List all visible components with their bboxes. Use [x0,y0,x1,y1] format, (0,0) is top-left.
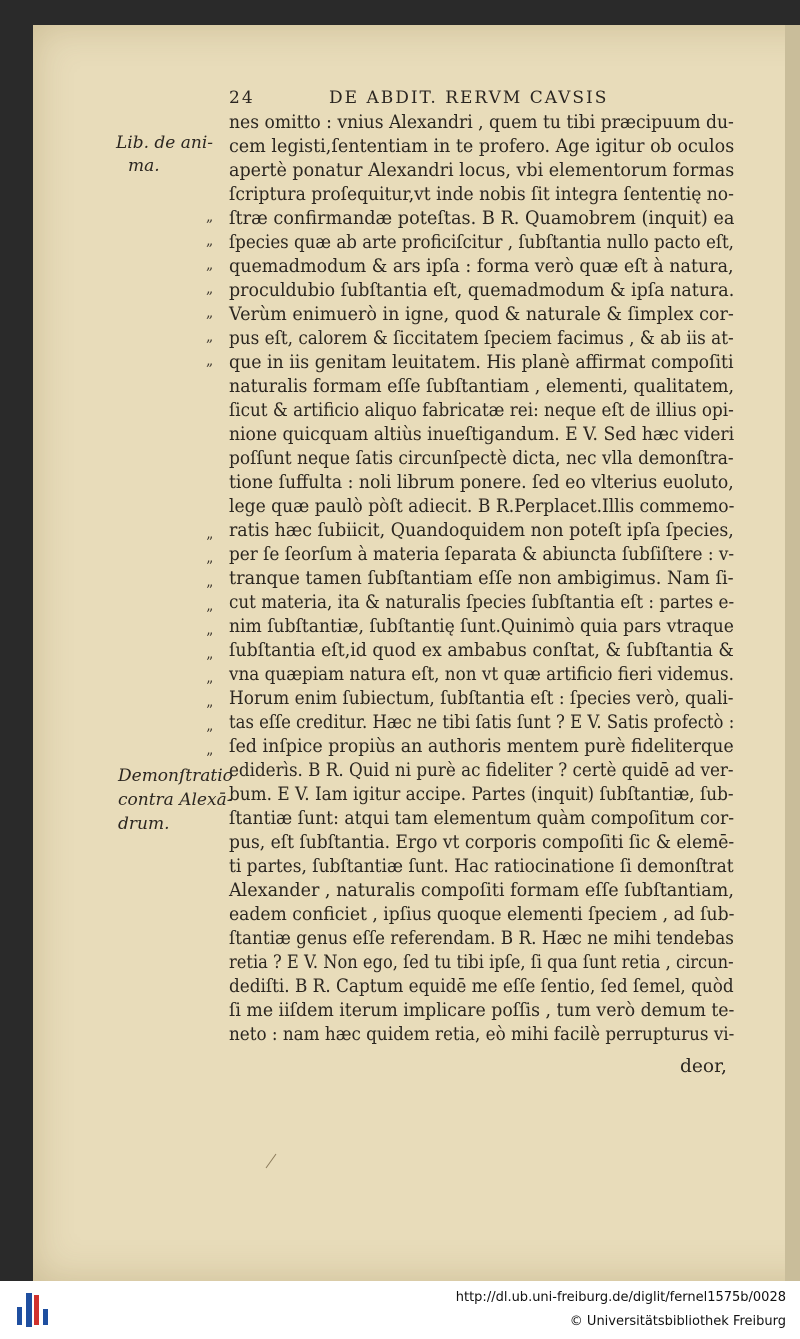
text-line: Verùm enimuerò in igne, quod & naturale & ſimplex cor- [229,304,734,325]
text-line: dediſti. B R. Captum equidē me eſſe ſentio, ſed ſemel, quòd [229,976,734,997]
page-edge [785,25,800,1281]
quote-mark: ” [206,655,214,671]
text-line: Horum enim ſubiectum, ſubſtantia eſt : ſpecies verò, quali- [229,688,734,709]
text-line: que in iis genitam leuitatem. His planè affirmat compoſiti [229,352,734,373]
text-line: ſpecies quæ ab arte proficiſcitur , ſubſtantia nullo pacto eſt, [229,232,734,253]
text-line: per ſe ſeorſum à materia ſeparata & abiuncta ſubſiſtere : v- [229,544,735,565]
margin-note-line: ma. [128,156,160,176]
text-line: lege quæ paulò pòſt adiecit. B R.Perplacet.Illis commemo- [229,496,735,517]
text-line: bum. E V. Iam igitur accipe. Partes (inquit) ſubſtantiæ, ſub- [229,784,734,805]
text-line: ſi me iiſdem iterum implicare poſſis , tum verò demum te- [229,1000,735,1021]
text-line: ſcriptura proſequitur,vt inde nobis ſit integra ſententię no- [229,184,734,205]
text-line: cem legisti,ſententiam in te profero. Age igitur ob oculos [229,136,735,157]
margin-note-line: Demonſtratio [118,766,233,786]
quote-mark: „ [206,329,214,345]
margin-note-line: contra Alexā- [118,790,233,810]
text-line: ſed inſpice propiùs an authoris mentem purè fideliterque [229,736,734,757]
quote-mark: ” [206,679,214,695]
margin-note-line: Lib. de ani- [116,133,214,153]
viewer-footer [0,1281,800,1339]
text-line: tas eſſe creditur. Hæc ne tibi ſatis ſunt ? E V. Satis profectò : [229,712,735,733]
page-number: 24 [229,88,255,108]
text-line: apertè ponatur Alexandri locus, vbi elementorum formas [229,160,735,181]
quote-mark: „ [206,257,214,273]
pencil-mark [264,1152,278,1170]
text-line: poſſunt neque ſatis circunſpectè dicta, nec vlla demonſtra- [229,448,734,469]
quote-mark: ” [206,703,214,719]
text-line: proculdubio ſubſtantia eſt, quemadmodum & ipſa natura. [229,280,735,301]
quote-mark: ” [206,751,214,767]
text-line: ediderìs. B R. Quid ni purè ac fideliter ? certè quidē ad ver- [229,760,734,781]
text-line: ſtantiæ genus eſſe referendam. B R. Hæc ne mihi tendebas [229,928,734,949]
quote-mark: ” [206,631,214,647]
library-logo-icon[interactable] [14,1289,54,1331]
text-line: naturalis formam eſſe ſubſtantiam , elementi, qualitatem, [229,376,735,397]
text-line: retia ? E V. Non ego, ſed tu tibi ipſe, ſi qua ſunt retia , circun- [229,952,734,973]
text-line: ſtræ confirmandæ poteſtas. B R. Quamobrem (inquit) ea [229,208,735,229]
margin-note-line: drum. [118,814,170,834]
permalink-url[interactable]: http://dl.ub.uni-freiburg.de/diglit/fernel1575b/0028 [455,1290,786,1305]
text-line: neto : nam hæc quidem retia, eò mihi facilè perrupturus vi- [229,1024,735,1045]
copyright-notice: © Universitätsbibliothek Freiburg [569,1314,786,1329]
running-header [229,88,649,110]
text-line: cut materia, ita & naturalis ſpecies ſubſtantia eſt : partes e- [229,592,735,613]
quote-mark: „ [206,233,214,249]
running-title: DE ABDIT. RERVM CAVSIS [329,88,609,108]
text-line: ti partes, ſubſtantiæ ſunt. Hac ratiocinatione ſi demonſtrat [229,856,734,877]
text-line: nes omitto : vnius Alexandri , quem tu tibi præcipuum du- [229,112,734,133]
text-line: ſtantiæ ſunt: atqui tam elementum quàm compoſitum cor- [229,808,735,829]
text-line: nim ſubſtantiæ, ſubſtantię ſunt.Quinimò quia pars vtraque [229,616,734,637]
text-line: pus, eſt ſubſtantia. Ergo vt corporis compoſiti ſic & elemē- [229,832,735,853]
quote-mark: „ [206,281,214,297]
catchword: deor, [680,1056,727,1077]
quote-mark: ” [206,607,214,623]
quote-mark: ” [206,583,214,599]
text-line: ſubſtantia eſt,id quod ex ambabus conſtat, & ſubſtantia & [229,640,734,661]
text-line: tranque tamen ſubſtantiam eſſe non ambigimus. Nam ſi- [229,568,734,589]
quote-mark: ” [206,727,214,743]
text-line: nione quicquam altiùs inueſtigandum. E V. Sed hæc videri [229,424,735,445]
text-line: eadem conficiet , ipſius quoque elementi ſpeciem , ad ſub- [229,904,735,925]
text-line: tione ſuffulta : noli librum ponere. ſed eo vlterius euoluto, [229,472,734,493]
text-line: ſicut & artificio aliquo fabricatæ rei: neque eſt de illius opi- [229,400,734,421]
text-line: pus eſt, calorem & ſiccitatem ſpeciem facimus , & ab iis at- [229,328,734,349]
text-line: quemadmodum & ars ipſa : forma verò quæ eſt à natura, [229,256,734,277]
text-line: ratis hæc ſubiicit, Quandoquidem non poteſt ipſa ſpecies, [229,520,734,541]
quote-mark: ” [206,535,214,551]
quote-mark: „ [206,305,214,321]
text-line: Alexander , naturalis compoſiti formam eſſe ſubſtantiam, [229,880,734,901]
quote-mark: ” [206,559,214,575]
text-line: vna quæpiam natura eſt, non vt quæ artificio fieri videmus. [229,664,734,685]
quote-mark: „ [206,209,214,225]
quote-mark: „ [206,353,214,369]
